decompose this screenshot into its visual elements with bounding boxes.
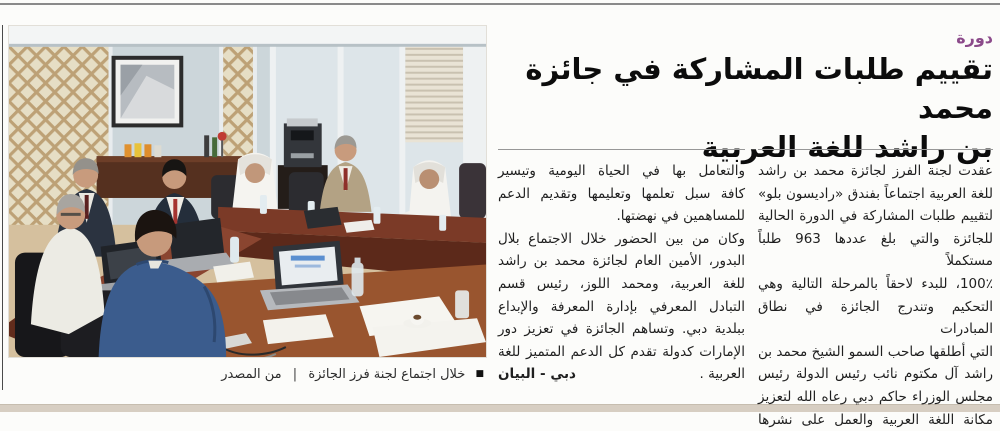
body-line: لتقييم طلبات المشاركة في الدورة الحالية [758,208,993,225]
closing-words: العربية . [699,366,745,383]
caption-separator: | [292,367,298,382]
body-line: 100٪، للبدء لاحقاً بالمرحلة التالية وهي [758,275,993,292]
body-line: للمساهمين في نهضتها. [616,208,745,225]
body-column-left-lines [498,160,745,363]
body-line: التبادل المعرفي بإدارة المعرفة والإبداع [498,298,745,315]
body-line: التحكيم وتندرج الجائزة في نطاق المبادرات [758,298,993,338]
body-line: كافة سبل تعلمها وتعليمها وتقديم الدعم [498,185,745,202]
top-rule [0,3,1000,5]
body-column-left [498,149,745,386]
body-line: مجلس الوزراء حاكم دبي رعاه الله لتعزيز [758,388,993,405]
body-line: عقدت لجنة الفرز لجائزة محمد بن راشد [758,163,993,179]
body-line: وكان من بين الحضور خلال الاجتماع بلال [498,230,745,247]
caption-text: خلال اجتماع لجنة فرز الجائزة [308,367,466,382]
body-line: راشد آل مكتوم نائب رئيس الدولة رئيس [758,366,993,383]
body-line: مكانة اللغة العربية والعمل على نشرها [758,411,993,428]
body-line: والتعامل بها في الحياة اليومية وتيسير [498,163,745,179]
photo-caption [8,363,484,386]
body-line: للغة العربية، ومحمد اللوز، رئيس قسم [498,275,745,292]
body-column-right [758,149,993,431]
body-line: البدور، الأمين العام لجائزة محمد بن راشد [498,253,745,270]
caption-bullet-icon: ■ [475,369,484,379]
body-line: الإمارات كدولة تقدم كل الدعم المتميز للغة [498,343,745,360]
left-column-rule [2,25,3,390]
body-line: للجائزة والتي بلغ عددها 963 طلباً مستكملاً [758,230,993,270]
chair [459,163,486,219]
byline-row [498,363,745,386]
body-line: للغة العربية اجتماعاً بفندق «راديسون بلو» [758,185,993,202]
meeting-photo [8,25,487,358]
body-line: ببلدية دبي. وتساهم الجائزة في تعزيز دور [498,321,745,338]
headline-line-2: بن راشد للغة العربية [701,130,993,164]
meeting-photo-scene [9,26,486,357]
window-blinds [405,47,463,142]
water-bottle [352,263,364,297]
caption-credit: من المصدر [221,367,282,382]
framed-picture [112,56,184,128]
kicker: دورة [956,28,993,47]
byline: دبي - البيان [498,366,576,383]
headline-line-1: تقييم طلبات المشاركة في جائزة محمد [525,52,993,125]
body-line: التي أطلقها صاحب السمو الشيخ محمد بن [758,343,993,360]
